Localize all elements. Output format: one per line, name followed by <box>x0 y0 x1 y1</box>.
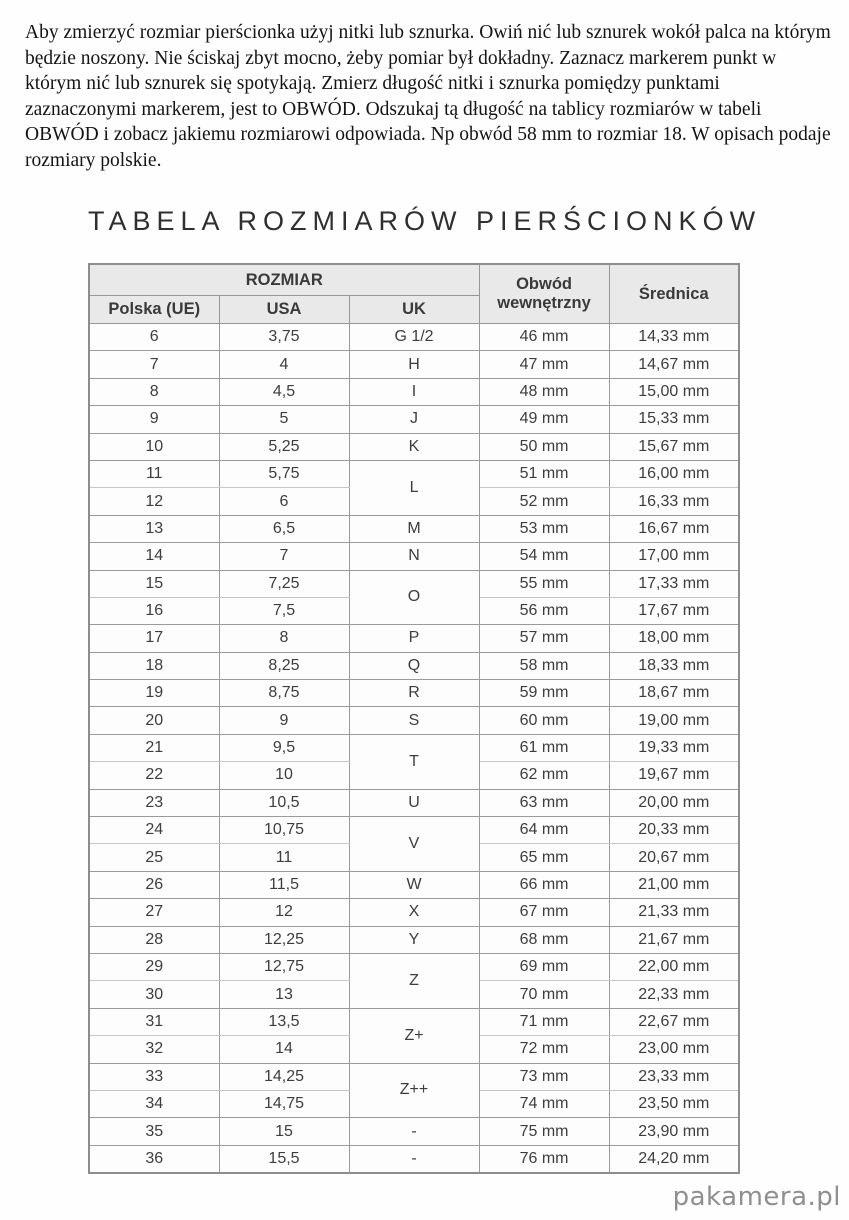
cell-polska: 33 <box>89 1063 219 1090</box>
cell-usa: 9 <box>219 707 349 734</box>
cell-polska: 17 <box>89 625 219 652</box>
cell-obwod: 50 mm <box>479 433 609 460</box>
table-row <box>89 1008 739 1035</box>
cell-polska: 8 <box>89 378 219 405</box>
table-row <box>89 625 739 652</box>
cell-srednica: 22,33 mm <box>609 981 739 1008</box>
cell-polska: 30 <box>89 981 219 1008</box>
cell-usa: 14,75 <box>219 1090 349 1117</box>
cell-uk: U <box>349 789 479 816</box>
cell-obwod: 71 mm <box>479 1008 609 1035</box>
table-row <box>89 926 739 953</box>
cell-usa: 4,5 <box>219 378 349 405</box>
table-row <box>89 953 739 980</box>
cell-obwod: 54 mm <box>479 543 609 570</box>
table-row <box>89 1145 739 1173</box>
cell-srednica: 15,00 mm <box>609 378 739 405</box>
cell-usa: 10 <box>219 762 349 789</box>
cell-usa: 9,5 <box>219 734 349 761</box>
cell-srednica: 18,00 mm <box>609 625 739 652</box>
cell-usa: 5 <box>219 406 349 433</box>
cell-obwod: 48 mm <box>479 378 609 405</box>
table-row <box>89 899 739 926</box>
cell-uk: T <box>349 734 479 789</box>
cell-usa: 8,75 <box>219 680 349 707</box>
cell-uk: - <box>349 1118 479 1145</box>
cell-srednica: 19,67 mm <box>609 762 739 789</box>
cell-uk: S <box>349 707 479 734</box>
cell-polska: 24 <box>89 817 219 844</box>
cell-obwod: 56 mm <box>479 597 609 624</box>
cell-obwod: 47 mm <box>479 351 609 378</box>
table-row <box>89 1063 739 1090</box>
cell-srednica: 16,00 mm <box>609 460 739 487</box>
cell-usa: 7,5 <box>219 597 349 624</box>
cell-polska: 32 <box>89 1036 219 1063</box>
table-row <box>89 652 739 679</box>
cell-uk: Z+ <box>349 1008 479 1063</box>
cell-srednica: 23,00 mm <box>609 1036 739 1063</box>
table-row <box>89 871 739 898</box>
cell-uk: K <box>349 433 479 460</box>
cell-uk: J <box>349 406 479 433</box>
cell-obwod: 59 mm <box>479 680 609 707</box>
cell-usa: 12 <box>219 899 349 926</box>
table-row <box>89 433 739 460</box>
cell-polska: 31 <box>89 1008 219 1035</box>
table-row <box>89 680 739 707</box>
cell-srednica: 20,67 mm <box>609 844 739 871</box>
cell-uk: Z <box>349 953 479 1008</box>
cell-usa: 8,25 <box>219 652 349 679</box>
cell-obwod: 72 mm <box>479 1036 609 1063</box>
cell-polska: 29 <box>89 953 219 980</box>
cell-usa: 15,5 <box>219 1145 349 1173</box>
table-row <box>89 789 739 816</box>
page-title: TABELA ROZMIARÓW PIERŚCIONKÓW <box>88 206 762 236</box>
cell-uk: H <box>349 351 479 378</box>
cell-srednica: 18,67 mm <box>609 680 739 707</box>
cell-usa: 5,25 <box>219 433 349 460</box>
cell-obwod: 63 mm <box>479 789 609 816</box>
cell-uk: M <box>349 515 479 542</box>
cell-uk: L <box>349 460 479 515</box>
cell-usa: 13 <box>219 981 349 1008</box>
cell-srednica: 20,33 mm <box>609 817 739 844</box>
cell-polska: 18 <box>89 652 219 679</box>
cell-srednica: 15,33 mm <box>609 406 739 433</box>
cell-usa: 7,25 <box>219 570 349 597</box>
cell-polska: 34 <box>89 1090 219 1117</box>
cell-obwod: 64 mm <box>479 817 609 844</box>
table-row <box>89 1118 739 1145</box>
cell-obwod: 74 mm <box>479 1090 609 1117</box>
cell-usa: 14 <box>219 1036 349 1063</box>
table-row <box>89 570 739 597</box>
table-row <box>89 378 739 405</box>
cell-polska: 36 <box>89 1145 219 1173</box>
header-row-top <box>89 264 739 296</box>
cell-obwod: 49 mm <box>479 406 609 433</box>
cell-usa: 10,5 <box>219 789 349 816</box>
cell-polska: 14 <box>89 543 219 570</box>
cell-srednica: 21,67 mm <box>609 926 739 953</box>
cell-uk: I <box>349 378 479 405</box>
cell-obwod: 62 mm <box>479 762 609 789</box>
table-row <box>89 734 739 761</box>
cell-obwod: 68 mm <box>479 926 609 953</box>
cell-uk: Z++ <box>349 1063 479 1118</box>
intro-paragraph: Aby zmierzyć rozmiar pierścionka użyj nitki lub sznurka. Owiń nić lub sznurek wokół palca na którym będzie noszony. Nie ściskaj zbyt mocno, żeby pomiar był dokładny. Zaznacz markerem punkt w którym nić lub sznurek się spotykają. Zmierz długość nitki i sznurka pomiędzy punktami zaznaczonymi markerem, jest to OBWÓD. Odszukaj tą długość na tablicy rozmiarów w tabeli OBWÓD i zobacz jakiemu rozmiarowi odpowiada. Np obwód 58 mm to rozmiar 18. W opisach podaje rozmiary polskie. <box>25 22 831 171</box>
cell-srednica: 16,33 mm <box>609 488 739 515</box>
header-polska-ue: Polska (UE) <box>89 296 219 324</box>
cell-obwod: 66 mm <box>479 871 609 898</box>
cell-srednica: 23,90 mm <box>609 1118 739 1145</box>
cell-usa: 15 <box>219 1118 349 1145</box>
cell-obwod: 58 mm <box>479 652 609 679</box>
header-obwod-wewnetrzny: Obwód wewnętrzny <box>479 264 609 324</box>
cell-usa: 6,5 <box>219 515 349 542</box>
cell-uk: - <box>349 1145 479 1173</box>
cell-srednica: 16,67 mm <box>609 515 739 542</box>
header-usa: USA <box>219 296 349 324</box>
cell-polska: 7 <box>89 351 219 378</box>
cell-usa: 11,5 <box>219 871 349 898</box>
cell-srednica: 17,33 mm <box>609 570 739 597</box>
cell-srednica: 22,00 mm <box>609 953 739 980</box>
table-row <box>89 817 739 844</box>
cell-srednica: 23,33 mm <box>609 1063 739 1090</box>
cell-srednica: 15,67 mm <box>609 433 739 460</box>
cell-srednica: 24,20 mm <box>609 1145 739 1173</box>
cell-srednica: 14,67 mm <box>609 351 739 378</box>
cell-srednica: 17,67 mm <box>609 597 739 624</box>
cell-polska: 27 <box>89 899 219 926</box>
cell-srednica: 21,00 mm <box>609 871 739 898</box>
watermark-pakamera: pakamera.pl <box>672 1182 841 1212</box>
table-row <box>89 460 739 487</box>
cell-srednica: 19,33 mm <box>609 734 739 761</box>
cell-usa: 7 <box>219 543 349 570</box>
cell-polska: 19 <box>89 680 219 707</box>
cell-obwod: 61 mm <box>479 734 609 761</box>
cell-polska: 11 <box>89 460 219 487</box>
cell-usa: 12,75 <box>219 953 349 980</box>
cell-obwod: 57 mm <box>479 625 609 652</box>
cell-obwod: 70 mm <box>479 981 609 1008</box>
cell-uk: G 1/2 <box>349 324 479 351</box>
cell-polska: 26 <box>89 871 219 898</box>
cell-usa: 5,75 <box>219 460 349 487</box>
cell-usa: 13,5 <box>219 1008 349 1035</box>
cell-uk: O <box>349 570 479 625</box>
cell-usa: 10,75 <box>219 817 349 844</box>
cell-usa: 6 <box>219 488 349 515</box>
cell-uk: N <box>349 543 479 570</box>
cell-polska: 15 <box>89 570 219 597</box>
cell-polska: 16 <box>89 597 219 624</box>
header-uk: UK <box>349 296 479 324</box>
cell-polska: 21 <box>89 734 219 761</box>
cell-srednica: 17,00 mm <box>609 543 739 570</box>
cell-polska: 23 <box>89 789 219 816</box>
cell-obwod: 51 mm <box>479 460 609 487</box>
cell-srednica: 19,00 mm <box>609 707 739 734</box>
ring-size-table <box>88 263 740 1174</box>
cell-usa: 12,25 <box>219 926 349 953</box>
cell-uk: Q <box>349 652 479 679</box>
table-row <box>89 515 739 542</box>
header-rozmiar: ROZMIAR <box>89 264 479 296</box>
header-srednica: Średnica <box>609 264 739 324</box>
table-body <box>89 324 739 1174</box>
cell-srednica: 14,33 mm <box>609 324 739 351</box>
cell-polska: 20 <box>89 707 219 734</box>
cell-polska: 9 <box>89 406 219 433</box>
cell-srednica: 22,67 mm <box>609 1008 739 1035</box>
cell-obwod: 65 mm <box>479 844 609 871</box>
cell-uk: X <box>349 899 479 926</box>
cell-polska: 12 <box>89 488 219 515</box>
cell-polska: 28 <box>89 926 219 953</box>
cell-obwod: 55 mm <box>479 570 609 597</box>
table-row <box>89 406 739 433</box>
cell-uk: V <box>349 817 479 872</box>
table-row <box>89 324 739 351</box>
cell-usa: 8 <box>219 625 349 652</box>
cell-obwod: 69 mm <box>479 953 609 980</box>
cell-srednica: 20,00 mm <box>609 789 739 816</box>
cell-usa: 3,75 <box>219 324 349 351</box>
cell-polska: 10 <box>89 433 219 460</box>
table-row <box>89 707 739 734</box>
cell-usa: 14,25 <box>219 1063 349 1090</box>
cell-obwod: 75 mm <box>479 1118 609 1145</box>
cell-srednica: 23,50 mm <box>609 1090 739 1117</box>
cell-obwod: 67 mm <box>479 899 609 926</box>
cell-usa: 4 <box>219 351 349 378</box>
cell-polska: 6 <box>89 324 219 351</box>
cell-uk: R <box>349 680 479 707</box>
cell-srednica: 18,33 mm <box>609 652 739 679</box>
table-row <box>89 543 739 570</box>
cell-srednica: 21,33 mm <box>609 899 739 926</box>
table-row <box>89 351 739 378</box>
document-page <box>0 20 849 1212</box>
cell-obwod: 53 mm <box>479 515 609 542</box>
cell-uk: W <box>349 871 479 898</box>
cell-uk: P <box>349 625 479 652</box>
cell-obwod: 60 mm <box>479 707 609 734</box>
cell-obwod: 76 mm <box>479 1145 609 1173</box>
cell-obwod: 73 mm <box>479 1063 609 1090</box>
table-header <box>89 264 739 324</box>
cell-usa: 11 <box>219 844 349 871</box>
cell-polska: 25 <box>89 844 219 871</box>
cell-polska: 35 <box>89 1118 219 1145</box>
cell-obwod: 52 mm <box>479 488 609 515</box>
cell-polska: 22 <box>89 762 219 789</box>
cell-uk: Y <box>349 926 479 953</box>
cell-polska: 13 <box>89 515 219 542</box>
cell-obwod: 46 mm <box>479 324 609 351</box>
